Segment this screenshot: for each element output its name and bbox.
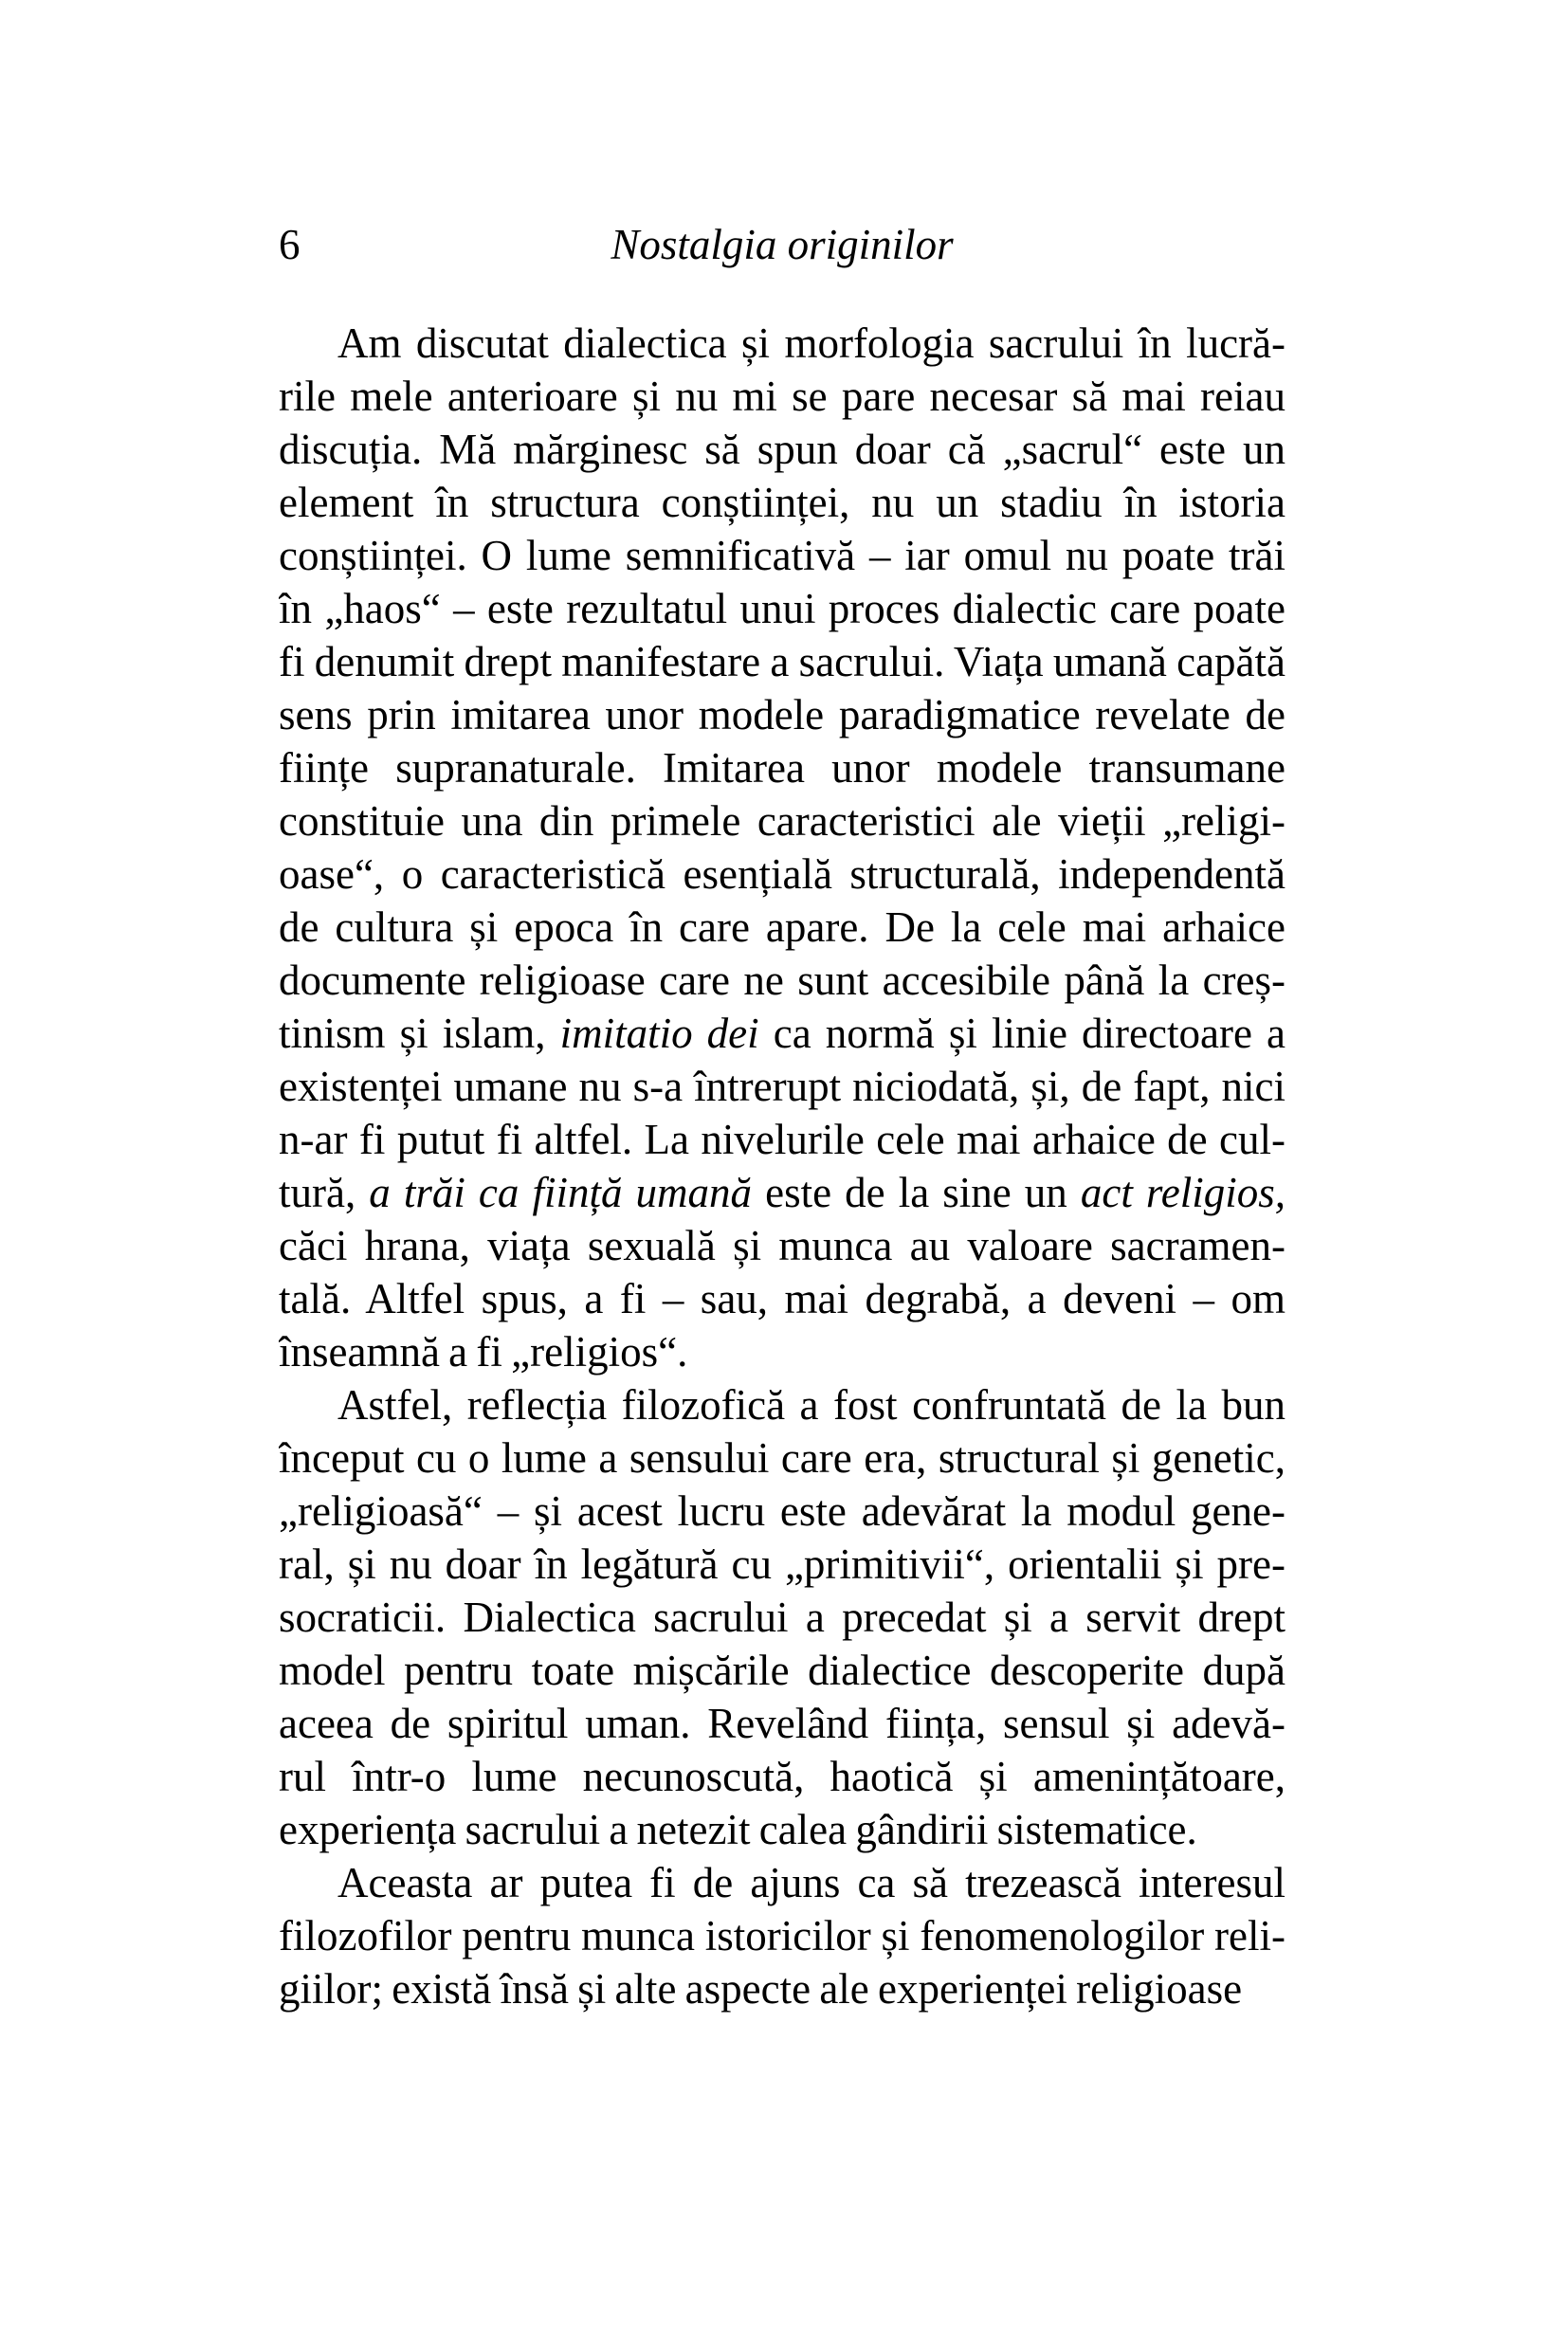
text-run: socraticii. Dialectica sacrului a precedat și a servit drept	[279, 1594, 1285, 1641]
text-run: documente religioase care ne sunt accesibile până la creș-	[279, 957, 1285, 1004]
text-line	[279, 1856, 1285, 1909]
text-line	[279, 1644, 1285, 1697]
page-header	[279, 218, 1285, 271]
text-line	[279, 847, 1285, 901]
text-run: rul într-o lume necunoscută, haotică și amenințătoare,	[279, 1753, 1285, 1800]
text-line	[279, 1219, 1285, 1272]
text-line	[279, 1325, 1285, 1378]
page-number: 6	[279, 221, 301, 268]
text-run: conștiinței. O lume semnificativă – iar omul nu poate trăi	[279, 532, 1285, 579]
text-run: Astfel, reflecția filozofică a fost confruntată de la bun	[337, 1381, 1285, 1429]
text-line	[279, 1166, 1285, 1219]
text-line	[279, 954, 1285, 1007]
text-run: tură,	[279, 1169, 370, 1216]
text-run: ca normă și linie directoare a	[758, 1010, 1285, 1057]
text-line	[279, 1431, 1285, 1485]
text-run: ral, și nu doar în legătură cu „primitivii“, orientalii și pre-	[279, 1540, 1285, 1588]
text-line	[279, 1272, 1285, 1325]
text-line	[279, 794, 1285, 847]
text-run: în „haos“ – este rezultatul unui proces dialectic care poate	[279, 585, 1285, 632]
text-run: sens prin imitarea unor modele paradigmatice revelate de	[279, 691, 1285, 738]
text-run: rile mele anterioare și nu mi se pare necesar să mai reiau	[279, 373, 1285, 420]
text-run: înseamnă a fi „religios“.	[279, 1328, 688, 1376]
text-line	[279, 423, 1285, 476]
text-run: experiența sacrului a netezit calea gândirii sistematice.	[279, 1806, 1197, 1853]
text-run: tinism și islam,	[279, 1010, 560, 1057]
text-run: tală. Altfel spus, a fi – sau, mai degrabă, a deveni – om	[279, 1275, 1285, 1322]
text-run: de cultura și epoca în care apare. De la cele mai arhaice	[279, 903, 1285, 951]
text-line	[279, 529, 1285, 582]
text-line	[279, 582, 1285, 635]
text-run: model pentru toate mișcările dialectice descoperite după	[279, 1647, 1285, 1694]
text-line	[279, 1378, 1285, 1431]
text-line	[279, 317, 1285, 370]
text-line	[279, 1803, 1285, 1856]
text-run: existenței umane nu s-a întrerupt niciodată, și, de fapt, nici	[279, 1063, 1285, 1110]
text-line	[279, 1113, 1285, 1166]
text-run: ființe supranaturale. Imitarea unor modele transumane	[279, 744, 1285, 792]
text-line	[279, 741, 1285, 794]
text-run: este de la sine un	[752, 1169, 1081, 1216]
text-run: aceea de spiritul uman. Revelând ființa, sensul și adevă-	[279, 1700, 1285, 1747]
text-line	[279, 901, 1285, 954]
italic-text-run: act religios,	[1080, 1169, 1285, 1216]
text-run: constituie una din primele caracteristici ale vieții „religi-	[279, 797, 1285, 845]
italic-text-run: imitatio dei	[559, 1010, 759, 1057]
text-run: fi denumit drept manifestare a sacrului. Viața umană capătă	[279, 638, 1285, 685]
text-run: giilor; există însă și alte aspecte ale experienței religioase	[279, 1965, 1243, 2013]
text-run: discuția. Mă mărginesc să spun doar că „sacrul“ este un	[279, 426, 1285, 473]
text-line	[279, 1591, 1285, 1644]
text-run: oase“, o caracteristică esențială structurală, independentă	[279, 850, 1285, 898]
text-line	[279, 688, 1285, 741]
text-run: Am discutat dialectica și morfologia sacrului în lucră-	[337, 319, 1285, 367]
text-line	[279, 1060, 1285, 1113]
text-run: „religioasă“ – și acest lucru este adevărat la modul gene-	[279, 1487, 1285, 1535]
text-line	[279, 476, 1285, 529]
text-block	[279, 317, 1285, 2015]
text-line	[279, 370, 1285, 423]
text-line	[279, 1697, 1285, 1750]
text-run: filozofilor pentru munca istoricilor și fenomenologilor reli-	[279, 1912, 1285, 1959]
text-run: căci hrana, viața sexuală și munca au valoare sacramen-	[279, 1222, 1285, 1269]
text-line	[279, 1909, 1285, 1962]
text-line	[279, 1007, 1285, 1060]
text-run: Aceasta ar putea fi de ajuns ca să trezească interesul	[337, 1859, 1285, 1906]
text-run: început cu o lume a sensului care era, structural și genetic,	[279, 1434, 1285, 1482]
text-line	[279, 1485, 1285, 1538]
text-line	[279, 635, 1285, 688]
text-line	[279, 1962, 1285, 2015]
text-run: n-ar fi putut fi altfel. La nivelurile cele mai arhaice de cul-	[279, 1116, 1285, 1163]
text-run: element în structura conștiinței, nu un stadiu în istoria	[279, 479, 1285, 526]
text-line	[279, 1538, 1285, 1591]
italic-text-run: a trăi ca ființă umană	[369, 1169, 753, 1216]
text-line	[279, 1750, 1285, 1803]
running-title: Nostalgia originilor	[611, 221, 954, 268]
